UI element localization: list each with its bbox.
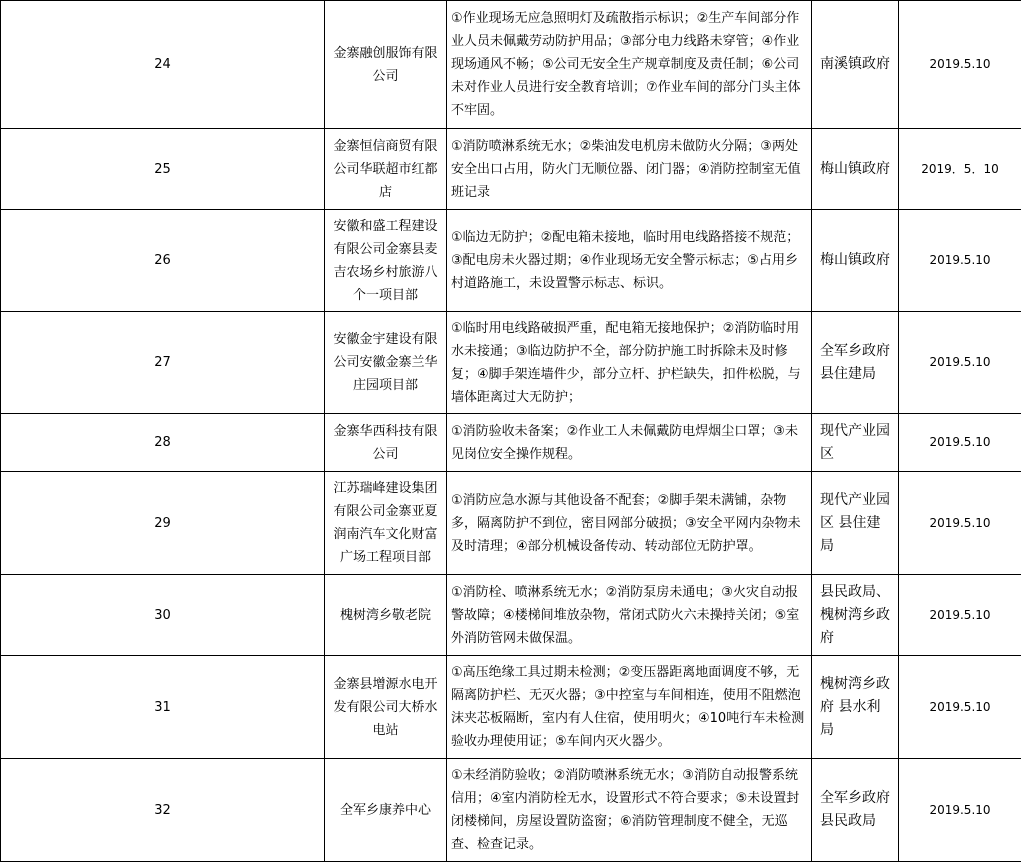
row-number-cell: 28 bbox=[1, 414, 325, 472]
department-cell: 梅山镇政府 bbox=[812, 129, 899, 210]
table-row bbox=[1, 759, 1021, 862]
issues-cell: ①消防栓、喷淋系统无水；②消防泵房未通电；③火灾自动报警故障；④楼梯间堆放杂物，常闭式防火六未操持关闭；⑤室外消防管网未做保温。 bbox=[447, 575, 812, 656]
department-cell: 全军乡政府 县民政局 bbox=[812, 759, 899, 862]
department-cell: 全军乡政府 县住建局 bbox=[812, 312, 899, 414]
company-cell: 金寨县增源水电开发有限公司大桥水电站 bbox=[325, 656, 447, 759]
table-row bbox=[1, 656, 1021, 759]
table-row bbox=[1, 472, 1021, 575]
date-cell: 2019.5.10 bbox=[899, 210, 1021, 312]
date-cell: 2019.5.10 bbox=[899, 312, 1021, 414]
company-cell: 金寨华西科技有限公司 bbox=[325, 414, 447, 472]
company-cell: 槐树湾乡敬老院 bbox=[325, 575, 447, 656]
issues-cell: ①消防喷淋系统无水；②柴油发电机房未做防火分隔；③两处安全出口占用，防火门无顺位器、闭门器；④消防控制室无值班记录 bbox=[447, 129, 812, 210]
issues-cell: ①作业现场无应急照明灯及疏散指示标识；②生产车间部分作业人员未佩戴劳动防护用品；③部分电力线路未穿管；④作业现场通风不畅；⑤公司无安全生产规章制度及责任制；⑥公司未对作业人员进行安全教育培训；⑦作业车间的部分门头主体不牢固。 bbox=[447, 1, 812, 129]
company-cell: 安徽和盛工程建设有限公司金寨县麦吉农场乡村旅游八个一项目部 bbox=[325, 210, 447, 312]
company-cell: 江苏瑞峰建设集团有限公司金寨亚夏润南汽车文化财富广场工程项目部 bbox=[325, 472, 447, 575]
row-number-cell: 25 bbox=[1, 129, 325, 210]
row-number-cell: 29 bbox=[1, 472, 325, 575]
row-number-cell: 30 bbox=[1, 575, 325, 656]
issues-cell: ①消防验收未备案；②作业工人未佩戴防电焊烟尘口罩；③未见岗位安全操作规程。 bbox=[447, 414, 812, 472]
issues-cell: ①未经消防验收；②消防喷淋系统无水；③消防自动报警系统信用；④室内消防栓无水，设置形式不符合要求；⑤未设置封闭楼梯间，房屋设置防盗窗；⑥消防管理制度不健全，无巡查、检查记录。 bbox=[447, 759, 812, 862]
table-row bbox=[1, 312, 1021, 414]
date-cell: 2019.5.10 bbox=[899, 472, 1021, 575]
date-cell: 2019.5.10 bbox=[899, 759, 1021, 862]
table-row bbox=[1, 1, 1021, 129]
table-row bbox=[1, 414, 1021, 472]
issues-cell: ①消防应急水源与其他设备不配套；②脚手架未满铺，杂物多，隔离防护不到位，密目网部分破损；③安全平网内杂物未及时清理；④部分机械设备传动、转动部位无防护罩。 bbox=[447, 472, 812, 575]
company-cell: 金寨融创服饰有限公司 bbox=[325, 1, 447, 129]
issues-cell: ①临时用电线路破损严重，配电箱无接地保护；②消防临时用水未接通；③临边防护不全，部分防护施工时拆除未及时修复；④脚手架连墙件少，部分立杆、护栏缺失，扣件松脱，与墙体距离过大无防护； bbox=[447, 312, 812, 414]
date-cell: 2019.5.10 bbox=[899, 656, 1021, 759]
date-cell: 2019.5.10 bbox=[899, 414, 1021, 472]
date-cell: 2019.5.10 bbox=[899, 575, 1021, 656]
department-cell: 现代产业园区 bbox=[812, 414, 899, 472]
issues-cell: ①临边无防护；②配电箱未接地，临时用电线路搭接不规范；③配电房未火器过期；④作业现场无安全警示标志；⑤占用乡村道路施工，未设置警示标志、标识。 bbox=[447, 210, 812, 312]
date-cell: 2019.5.10 bbox=[899, 1, 1021, 129]
company-cell: 金寨恒信商贸有限公司华联超市红都店 bbox=[325, 129, 447, 210]
company-cell: 全军乡康养中心 bbox=[325, 759, 447, 862]
table-row bbox=[1, 210, 1021, 312]
row-number-cell: 26 bbox=[1, 210, 325, 312]
row-number-cell: 31 bbox=[1, 656, 325, 759]
department-cell: 南溪镇政府 bbox=[812, 1, 899, 129]
row-number-cell: 27 bbox=[1, 312, 325, 414]
table-row bbox=[1, 575, 1021, 656]
department-cell: 槐树湾乡政府 县水利局 bbox=[812, 656, 899, 759]
company-cell: 安徽金宇建设有限公司安徽金寨兰华庄园项目部 bbox=[325, 312, 447, 414]
department-cell: 梅山镇政府 bbox=[812, 210, 899, 312]
issues-cell: ①高压绝缘工具过期未检测；②变压器距离地面调度不够，无隔离防护栏、无灭火器；③中控室与车间相连，使用不阻燃泡沫夹芯板隔断，室内有人住宿，使用明火；④10吨行车未检测验收办理使用证；⑤车间内灭火器少。 bbox=[447, 656, 812, 759]
row-number-cell: 24 bbox=[1, 1, 325, 129]
department-cell: 县民政局、槐树湾乡政府 bbox=[812, 575, 899, 656]
table-row bbox=[1, 129, 1021, 210]
row-number-cell: 32 bbox=[1, 759, 325, 862]
table-body bbox=[1, 1, 1021, 862]
department-cell: 现代产业园区 县住建局 bbox=[812, 472, 899, 575]
date-cell: 2019．5．10 bbox=[899, 129, 1021, 210]
